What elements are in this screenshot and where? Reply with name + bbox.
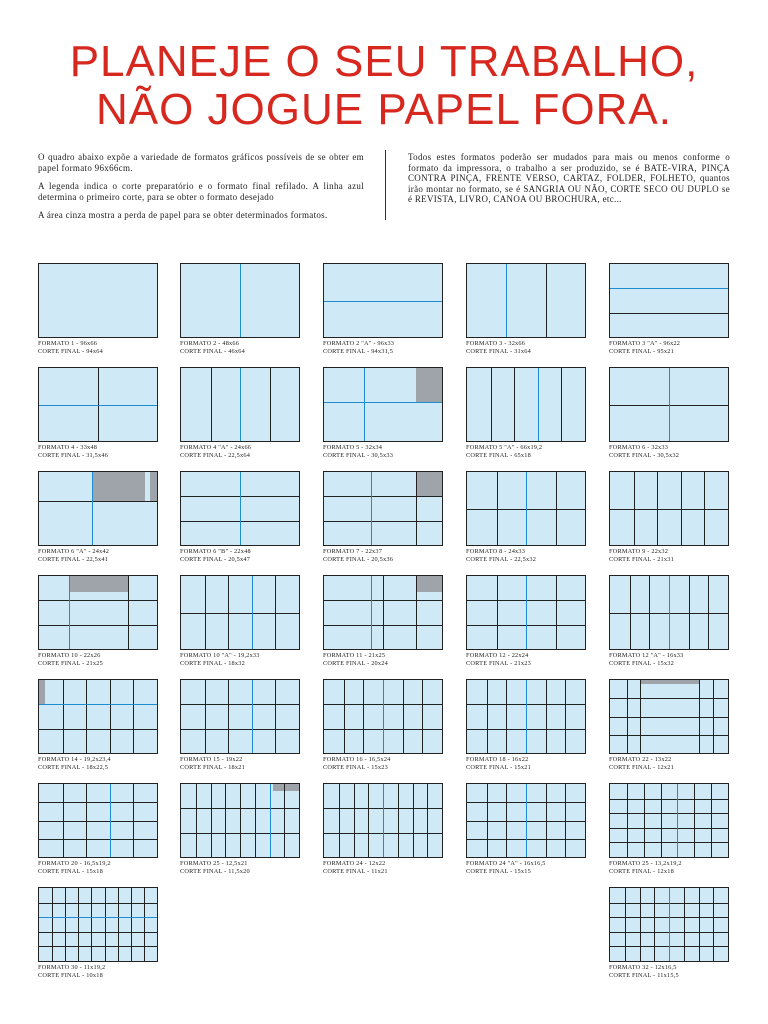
format-label: FORMATO 15 - 19x22 (180, 756, 243, 763)
cut-diagram (609, 887, 729, 962)
format-label: FORMATO 7 - 22x37 (323, 548, 383, 555)
cut-line (684, 888, 685, 961)
format-caption (466, 548, 536, 563)
format-caption (323, 756, 391, 771)
format-caption (38, 340, 103, 355)
format-label: FORMATO 25 - 13,2x19,2 (609, 860, 682, 867)
format-caption (466, 652, 531, 667)
cut-line (363, 680, 364, 753)
format-label: FORMATO 25 - 12,5x21 (180, 860, 248, 867)
cut-line (654, 888, 655, 961)
format-label: FORMATO 24 - 12x22 (323, 860, 386, 867)
format-label: FORMATO 24 "A" - 16x16,5 (466, 860, 546, 867)
cut-line (713, 888, 714, 961)
cut-line (610, 828, 728, 829)
format-label: FORMATO 30 - 11x19,2 (38, 964, 106, 971)
format-item (466, 783, 586, 878)
format-item (38, 887, 158, 982)
final-cut-label: CORTE FINAL - 21x31 (609, 555, 674, 563)
cut-line (699, 888, 700, 961)
format-item (323, 263, 443, 358)
format-caption (180, 860, 250, 875)
format-item (38, 367, 158, 462)
cut-line (610, 313, 728, 314)
format-caption (609, 860, 682, 875)
format-caption (323, 860, 388, 875)
format-item (609, 783, 729, 878)
format-item (180, 263, 300, 358)
first-cut-line (526, 472, 527, 545)
final-cut-label: CORTE FINAL - 11x21 (323, 867, 388, 875)
format-caption (38, 444, 108, 459)
format-label: FORMATO 32 - 12x16,5 (609, 964, 677, 971)
cut-line (39, 821, 157, 822)
cut-line (52, 888, 53, 961)
format-caption (180, 756, 245, 771)
first-cut-line (677, 784, 678, 857)
cut-line (275, 680, 276, 753)
cut-diagram (609, 783, 729, 858)
waste-area (150, 472, 157, 501)
first-cut-line (383, 784, 384, 857)
cut-line (610, 842, 728, 843)
cut-line (403, 680, 404, 753)
format-item (466, 263, 586, 358)
cut-diagram (38, 575, 158, 650)
format-item (180, 679, 300, 774)
format-item (323, 679, 443, 774)
first-cut-line (371, 472, 372, 545)
cut-line (354, 784, 355, 857)
format-item (609, 679, 729, 774)
final-cut-label: CORTE FINAL - 31,5x46 (38, 451, 109, 459)
format-caption (609, 444, 679, 459)
cut-line (284, 784, 285, 857)
cut-diagram (323, 367, 443, 442)
format-label: FORMATO 6 - 32x33 (609, 444, 669, 451)
format-caption (180, 444, 251, 459)
cut-line (110, 680, 111, 753)
cut-line (181, 704, 299, 705)
cut-line (211, 368, 212, 441)
cut-diagram (609, 575, 729, 650)
format-label: FORMATO 5 - 32x34 (323, 444, 383, 451)
format-label: FORMATO 6 "A" - 24x42 (38, 548, 110, 555)
first-cut-line (252, 576, 253, 649)
waste-area (416, 576, 442, 592)
format-caption (323, 444, 393, 459)
final-cut-label: CORTE FINAL - 15x21 (466, 763, 531, 771)
cut-line (565, 680, 566, 753)
format-caption (609, 756, 674, 771)
cut-line (63, 680, 64, 753)
cut-diagram (323, 471, 443, 546)
final-cut-label: CORTE FINAL - 11x15,5 (609, 971, 679, 979)
format-caption (180, 340, 245, 355)
format-caption (609, 964, 679, 979)
final-cut-label: CORTE FINAL - 94x31,5 (323, 347, 394, 355)
cut-line (205, 680, 206, 753)
format-label: FORMATO 12 - 22x24 (466, 652, 529, 659)
format-item (609, 887, 729, 982)
cut-line (640, 888, 641, 961)
format-item (38, 471, 158, 566)
cut-line (546, 680, 547, 753)
format-label: FORMATO 18 - 16x22 (466, 756, 529, 763)
first-cut-line (526, 680, 527, 753)
cut-line (91, 888, 92, 961)
final-cut-label: CORTE FINAL - 94x64 (38, 347, 103, 355)
cut-line (181, 729, 299, 730)
cut-line (39, 802, 157, 803)
first-cut-line (526, 576, 527, 649)
format-label: FORMATO 22 - 13x22 (609, 756, 672, 763)
cut-diagram (609, 679, 729, 754)
final-cut-label: CORTE FINAL - 20,5x47 (180, 555, 251, 563)
cut-line (413, 784, 414, 857)
cut-line (133, 680, 134, 753)
cut-diagram (609, 367, 729, 442)
first-cut-line (669, 576, 670, 649)
cut-diagram (180, 575, 300, 650)
cut-diagram (38, 887, 158, 962)
cut-line (561, 368, 562, 441)
intro-paragraph: A área cinza mostra a perda de papel para se obter determinados formatos. (38, 210, 328, 220)
format-caption (466, 860, 546, 875)
cut-diagram (466, 367, 586, 442)
final-cut-label: CORTE FINAL - 15x18 (38, 867, 103, 875)
final-cut-label: CORTE FINAL - 10x18 (38, 971, 103, 979)
waste-area (416, 368, 442, 402)
final-cut-label: CORTE FINAL - 22,5x64 (180, 451, 251, 459)
format-item (38, 679, 158, 774)
final-cut-label: CORTE FINAL - 15x32 (609, 659, 674, 667)
format-caption (609, 548, 674, 563)
cut-line (105, 888, 106, 961)
cut-diagram (38, 783, 158, 858)
first-cut-line (669, 368, 670, 441)
format-item (38, 263, 158, 358)
final-cut-label: CORTE FINAL - 12x21 (609, 763, 674, 771)
format-item (323, 367, 443, 462)
intro-left-column (38, 152, 364, 229)
cut-line (644, 784, 645, 857)
cut-diagram (323, 575, 443, 650)
cut-diagram (466, 263, 586, 338)
format-caption (38, 548, 109, 563)
cut-line (181, 833, 299, 834)
cut-line (255, 784, 256, 857)
cut-line (398, 784, 399, 857)
first-cut-line (240, 368, 241, 441)
cut-line (39, 729, 157, 730)
cut-line (506, 680, 507, 753)
cut-line (39, 946, 157, 947)
format-item (180, 471, 300, 566)
first-cut-line (324, 402, 442, 403)
waste-area (640, 680, 699, 684)
format-caption (466, 340, 531, 355)
cut-diagram (180, 471, 300, 546)
cut-line (39, 501, 157, 502)
format-label: FORMATO 5 "A" - 66x19,2 (466, 444, 543, 451)
format-label: FORMATO 10 "A" - 19,2x33 (180, 652, 260, 659)
page-title (0, 38, 768, 134)
cut-diagram (38, 471, 158, 546)
cut-diagram (38, 263, 158, 338)
final-cut-label: CORTE FINAL - 20,5x36 (323, 555, 394, 563)
cut-line (625, 888, 626, 961)
final-cut-label: CORTE FINAL - 30,5x32 (609, 451, 680, 459)
intro-paragraph: Todos estes formatos poderão ser mudados para mais ou menos conforme o formato da impressora, o trabalho a ser produzido, se é BATE-VIRA, PINÇA CONTRA PINÇA, FRENTE VERSO, CARTAZ, FOLDER, FOLHETO, quantos irão montar no formato, se é SANGRIA OU NÃO, CORTE SECO OU DUPLO se é REVISTA, LIVRO, CANOA OU BROCHURA, etc... (408, 152, 730, 204)
format-item (180, 783, 300, 878)
format-item (609, 471, 729, 566)
final-cut-label: CORTE FINAL - 95x21 (609, 347, 674, 355)
first-cut-line (270, 784, 271, 857)
cut-line (228, 680, 229, 753)
intro-paragraph: A legenda indica o corte preparatório e o formato final refilado. A linha azul determina o primeiro corte, para se obter o formato desejado (38, 181, 364, 202)
cut-line (661, 784, 662, 857)
cut-line (196, 784, 197, 857)
first-cut-line (240, 264, 241, 337)
format-item (180, 575, 300, 670)
format-label: FORMATO 12 "A" - 16x33 (609, 652, 684, 659)
cut-line (422, 680, 423, 753)
cut-diagram (609, 471, 729, 546)
cut-line (556, 576, 557, 649)
cut-line (39, 903, 157, 904)
final-cut-label: CORTE FINAL - 11,5x20 (180, 867, 250, 875)
format-label: FORMATO 4 - 33x48 (38, 444, 98, 451)
first-cut-line (92, 472, 93, 545)
format-item (466, 471, 586, 566)
first-cut-line (610, 288, 728, 289)
cut-line (78, 888, 79, 961)
format-label: FORMATO 2 "A" - 96x33 (323, 340, 395, 347)
cut-line (610, 717, 728, 718)
cut-line (118, 888, 119, 961)
format-label: FORMATO 20 - 16,5x19,2 (38, 860, 111, 867)
waste-area (92, 472, 145, 501)
cut-line (324, 521, 442, 522)
cut-line (610, 799, 728, 800)
first-cut-line (240, 472, 241, 545)
cut-line (225, 784, 226, 857)
cut-line (491, 368, 492, 441)
cut-line (240, 784, 241, 857)
format-caption (180, 548, 251, 563)
first-cut-line (383, 680, 384, 753)
format-caption (323, 340, 394, 355)
first-cut-line (110, 784, 111, 857)
format-item (38, 783, 158, 878)
cut-diagram (466, 783, 586, 858)
first-cut-line (252, 680, 253, 753)
cut-diagram (180, 367, 300, 442)
cut-line (344, 680, 345, 753)
cut-line (546, 264, 547, 337)
format-item (609, 263, 729, 358)
cut-line (627, 784, 628, 857)
final-cut-label: CORTE FINAL - 18x32 (180, 659, 245, 667)
cut-line (339, 784, 340, 857)
cut-line (416, 576, 417, 649)
cut-line (131, 888, 132, 961)
first-cut-line (69, 576, 70, 649)
final-cut-label: CORTE FINAL - 22,5x41 (38, 555, 109, 563)
format-caption (38, 756, 111, 771)
cut-line (39, 839, 157, 840)
format-item (323, 783, 443, 878)
final-cut-label: CORTE FINAL - 21x25 (38, 659, 103, 667)
first-cut-line (538, 368, 539, 441)
cut-line (416, 472, 417, 545)
format-item (38, 575, 158, 670)
title-line-2: NÃO JOGUE PAPEL FORA. (95, 85, 672, 134)
format-label: FORMATO 10 - 22x26 (38, 652, 101, 659)
cut-line (181, 808, 299, 809)
cut-line (514, 368, 515, 441)
cut-line (487, 680, 488, 753)
final-cut-label: CORTE FINAL - 18x21 (180, 763, 245, 771)
cut-line (181, 613, 299, 614)
final-cut-label: CORTE FINAL - 15x15 (466, 867, 531, 875)
cut-line (211, 784, 212, 857)
final-cut-label: CORTE FINAL - 18x22,5 (38, 763, 109, 771)
final-cut-label: CORTE FINAL - 20x24 (323, 659, 388, 667)
final-cut-label: CORTE FINAL - 12x18 (609, 867, 674, 875)
cut-line (324, 625, 442, 626)
intro-paragraph: O quadro abaixo expõe a variedade de formatos gráficos possíveis de se obter em papel formato 96x66cm. (38, 152, 364, 173)
cut-diagram (180, 263, 300, 338)
format-item (180, 367, 300, 462)
first-cut-line (371, 576, 372, 649)
column-divider (385, 150, 386, 220)
cut-line (86, 680, 87, 753)
format-label: FORMATO 16 - 16,5x24 (323, 756, 391, 763)
cut-line (324, 496, 442, 497)
cut-diagram (323, 263, 443, 338)
final-cut-label: CORTE FINAL - 21x23 (466, 659, 531, 667)
cut-line (368, 784, 369, 857)
format-label: FORMATO 4 "A" - 24x66 (180, 444, 252, 451)
intro-right-column (408, 152, 730, 213)
format-caption (180, 652, 260, 667)
cut-line (270, 368, 271, 441)
first-cut-line (364, 368, 365, 441)
format-item (323, 575, 443, 670)
cut-line (610, 698, 728, 699)
format-item (466, 679, 586, 774)
format-item (609, 575, 729, 670)
format-label: FORMATO 11 - 21x25 (323, 652, 386, 659)
final-cut-label: CORTE FINAL - 65x18 (466, 451, 531, 459)
cut-line (383, 576, 384, 649)
cut-diagram (609, 263, 729, 338)
first-cut-line (39, 704, 157, 705)
final-cut-label: CORTE FINAL - 46x64 (180, 347, 245, 355)
waste-area (273, 784, 299, 791)
cut-diagram (38, 679, 158, 754)
cut-line (610, 813, 728, 814)
cut-diagram (466, 471, 586, 546)
cut-line (694, 784, 695, 857)
first-cut-line (526, 784, 527, 857)
format-caption (466, 756, 531, 771)
final-cut-label: CORTE FINAL - 15x23 (323, 763, 388, 771)
cut-line (610, 509, 728, 510)
format-item (466, 575, 586, 670)
cut-line (711, 784, 712, 857)
first-cut-line (324, 301, 442, 302)
cut-diagram (38, 367, 158, 442)
format-item (323, 471, 443, 566)
format-label: FORMATO 3 - 32x66 (466, 340, 526, 347)
final-cut-label: CORTE FINAL - 30,5x33 (323, 451, 394, 459)
cut-diagram (466, 575, 586, 650)
format-caption (609, 652, 684, 667)
format-label: FORMATO 6 "B" - 22x48 (180, 548, 251, 555)
format-label: FORMATO 1 - 96x66 (38, 340, 98, 347)
waste-area (69, 576, 128, 592)
first-cut-line (669, 888, 670, 961)
format-caption (38, 652, 103, 667)
format-caption (38, 964, 105, 979)
waste-area (416, 472, 442, 496)
first-cut-line (39, 405, 157, 406)
cut-line (39, 625, 157, 626)
format-caption (323, 652, 388, 667)
first-cut-line (506, 264, 507, 337)
format-label: FORMATO 3 "A" - 96x22 (609, 340, 681, 347)
cut-line (65, 888, 66, 961)
format-label: FORMATO 14 - 19,2x23,4 (38, 756, 111, 763)
format-caption (38, 860, 111, 875)
cut-line (610, 735, 728, 736)
format-caption (323, 548, 393, 563)
cut-diagram (180, 783, 300, 858)
cut-line (144, 888, 145, 961)
final-cut-label: CORTE FINAL - 22,5x32 (466, 555, 537, 563)
cut-diagram (323, 679, 443, 754)
format-caption (466, 444, 542, 459)
format-item (466, 367, 586, 462)
cut-line (324, 600, 442, 601)
cut-line (427, 784, 428, 857)
format-label: FORMATO 9 - 22x32 (609, 548, 669, 555)
cut-diagram (323, 783, 443, 858)
cut-diagram (180, 679, 300, 754)
cut-line (497, 576, 498, 649)
cut-line (39, 600, 157, 601)
cut-line (128, 576, 129, 649)
waste-area (39, 680, 45, 704)
final-cut-label: CORTE FINAL - 31x64 (466, 347, 531, 355)
format-label: FORMATO 8 - 24x33 (466, 548, 526, 555)
format-item (609, 367, 729, 462)
first-cut-line (39, 917, 157, 918)
title-line-1: PLANEJE O SEU TRABALHO, (69, 37, 699, 86)
cut-line (39, 932, 157, 933)
format-label: FORMATO 2 - 48x66 (180, 340, 240, 347)
format-caption (609, 340, 680, 355)
cut-diagram (466, 679, 586, 754)
